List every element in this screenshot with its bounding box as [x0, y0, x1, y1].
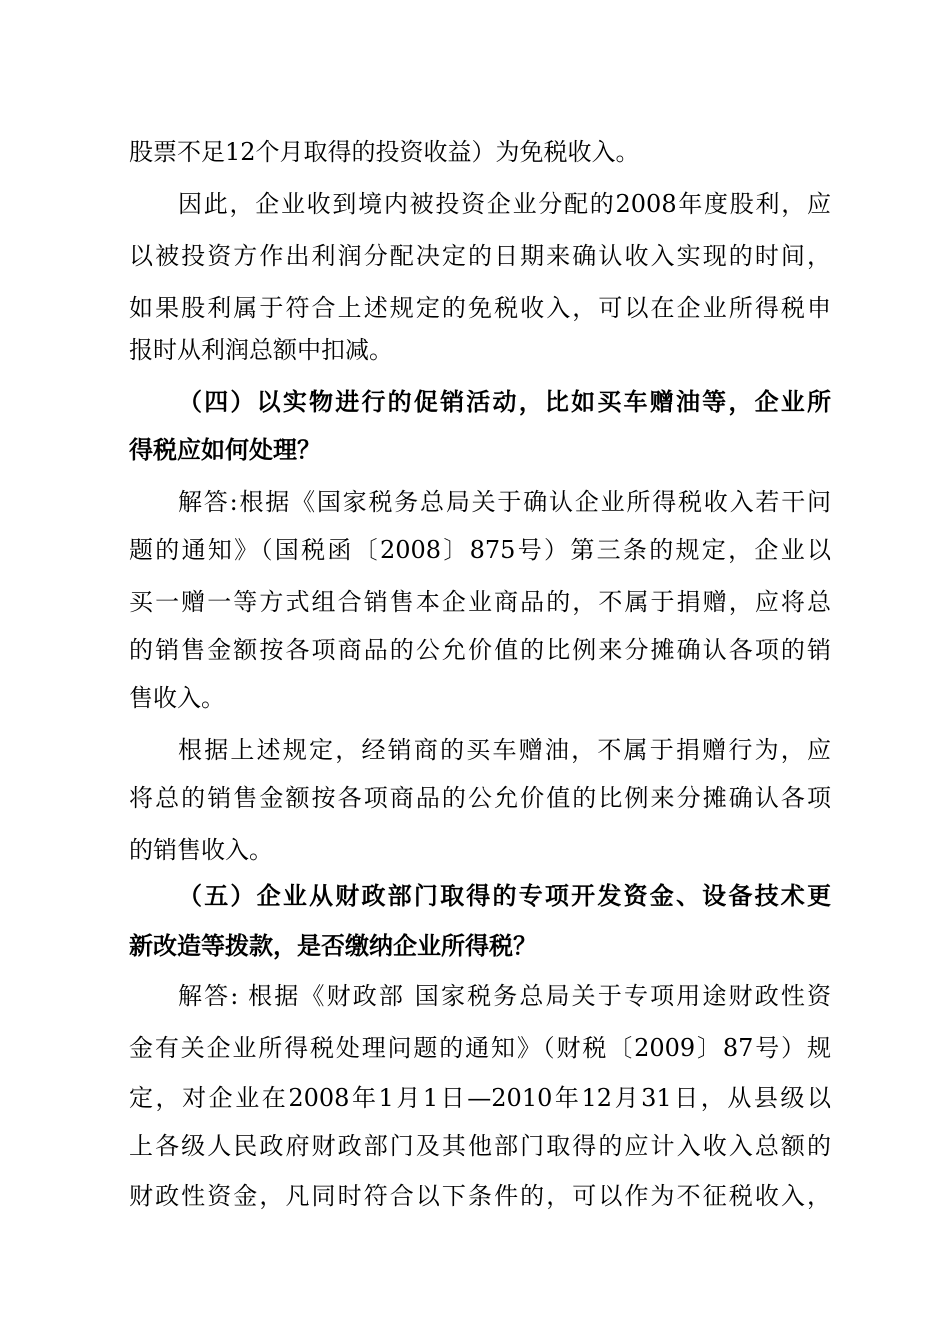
- paragraph-line: 金有关企业所得税处理问题的通知》（财税〔2009〕87号）规: [129, 1034, 831, 1062]
- paragraph-line: 买一赠一等方式组合销售本企业商品的，不属于捐赠，应将总: [129, 588, 831, 616]
- paragraph-line: 根据上述规定，经销商的买车赠油，不属于捐赠行为，应: [178, 736, 831, 764]
- paragraph-line: 上各级人民政府财政部门及其他部门取得的应计入收入总额的: [129, 1132, 831, 1160]
- paragraph-line: 如果股利属于符合上述规定的免税收入，可以在企业所得税申: [129, 294, 831, 322]
- paragraph-line: 报时从利润总额中扣减。: [129, 336, 393, 364]
- paragraph-line: 题的通知》（国税函〔2008〕875号）第三条的规定，企业以: [129, 536, 831, 564]
- section-heading-line: 新改造等拨款，是否缴纳企业所得税？: [129, 932, 537, 960]
- paragraph-line: 解答:根据《国家税务总局关于确认企业所得税收入若干问: [178, 488, 831, 516]
- paragraph-line: 售收入。: [129, 684, 225, 712]
- section-heading-line: 得税应如何处理？: [129, 436, 321, 464]
- section-heading-line: （五）企业从财政部门取得的专项开发资金、设备技术更: [178, 882, 831, 910]
- paragraph-line: 以被投资方作出利润分配决定的日期来确认收入实现的时间，: [129, 242, 831, 270]
- paragraph-line: 财政性资金，凡同时符合以下条件的，可以作为不征税收入，: [129, 1182, 831, 1210]
- paragraph-line: 解答: 根据《财政部 国家税务总局关于专项用途财政性资: [178, 982, 831, 1010]
- paragraph-line: 的销售金额按各项商品的公允价值的比例来分摊确认各项的销: [129, 636, 831, 664]
- paragraph-line: 的销售收入。: [129, 836, 273, 864]
- section-heading-line: （四）以实物进行的促销活动，比如买车赠油等，企业所: [178, 388, 831, 416]
- paragraph-line: 将总的销售金额按各项商品的公允价值的比例来分摊确认各项: [129, 784, 831, 812]
- paragraph-line: 股票不足12个月取得的投资收益）为免税收入。: [129, 138, 640, 166]
- paragraph-line: 定，对企业在2008年1月1日—2010年12月31日，从县级以: [129, 1084, 831, 1112]
- paragraph-line: 因此，企业收到境内被投资企业分配的2008年度股利，应: [178, 190, 831, 218]
